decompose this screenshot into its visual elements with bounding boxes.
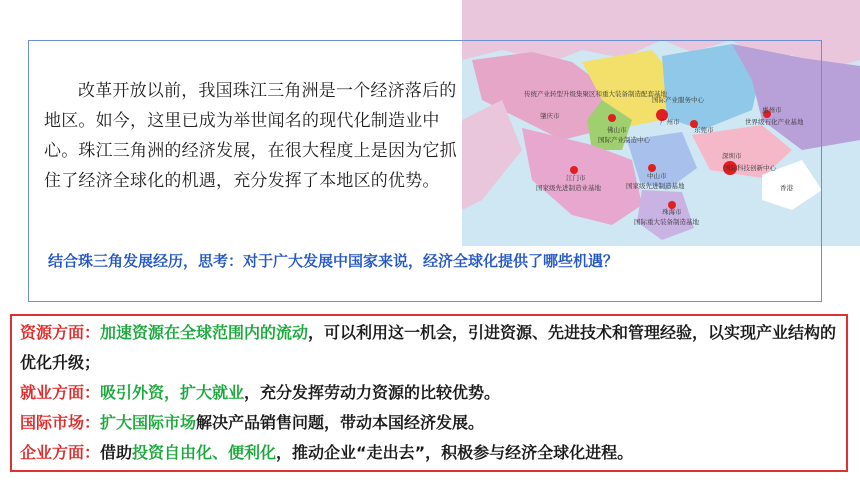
map-label: 传统产业转型升级集聚区和重大装备制造配套基地 xyxy=(524,90,667,98)
discussion-question: 结合珠三角发展经历，思考：对于广大发展中国家来说，经济全球化提供了哪些机遇？ xyxy=(48,252,619,270)
answer-employment xyxy=(20,378,840,408)
answer-text: ，可以利用这一机会，引进资源、先进技术和管理经验，以实现产业结构的优化升级； xyxy=(20,323,837,372)
map-label: 深圳市 xyxy=(722,152,742,160)
map-label: 珠海市 xyxy=(662,208,682,216)
case-passage: 改革开放以前，我国珠江三角洲是一个经济落后的地区。如今，这里已成为举世闻名的现代化制造业中心。珠江三角洲的经济发展，在很大程度上是因为它抓住了经济全球化的机遇，充分发挥了本地区的优势。 xyxy=(44,81,457,191)
answer-prefix: 借助 xyxy=(100,443,133,462)
map-label: 香港 xyxy=(780,184,793,192)
map-label: 国家级先进制造基地 xyxy=(626,182,685,190)
map-label: 世界级石化产业基地 xyxy=(745,118,804,126)
answer-highlight: 加速资源在全球范围内的流动 xyxy=(100,323,309,342)
answer-text: ，推动企业“走出去”，积极参与经济全球化进程。 xyxy=(276,443,634,462)
map-label: 肇庆市 xyxy=(540,112,560,120)
map-label: 国家级先进制造业基地 xyxy=(536,184,601,192)
answer-highlight: 投资自由化、便利化 xyxy=(132,443,277,462)
map-label: 国际产业制造中心 xyxy=(598,136,650,144)
answer-resources xyxy=(20,318,840,378)
answer-label: 企业方面： xyxy=(20,443,101,462)
map-label: 惠州市 xyxy=(762,106,782,114)
map-label: 中山市 xyxy=(647,172,667,180)
map-label: 东莞市 xyxy=(694,126,714,134)
answer-label: 国际市场： xyxy=(20,413,101,432)
map-label: 国际重大装备制造基地 xyxy=(634,218,699,226)
answer-market xyxy=(20,408,840,438)
answer-box xyxy=(10,314,848,472)
answer-label: 就业方面： xyxy=(20,383,101,402)
answer-highlight: 扩大国际市场 xyxy=(100,413,197,432)
map-label: 江门市 xyxy=(566,174,586,182)
answer-label: 资源方面： xyxy=(20,323,101,342)
map-label: 国际产业服务中心 xyxy=(652,96,704,104)
answer-text: ，充分发挥劳动力资源的比较优势。 xyxy=(244,383,501,402)
answer-text: 解决产品销售问题，带动本国经济发展。 xyxy=(196,413,485,432)
answer-enterprise xyxy=(20,438,840,468)
answer-highlight: 吸引外资，扩大就业 xyxy=(100,383,245,402)
map-label: 广州市 xyxy=(660,118,680,126)
map-label: 佛山市 xyxy=(607,126,627,134)
map-label: 国际科技创新中心 xyxy=(724,164,776,172)
